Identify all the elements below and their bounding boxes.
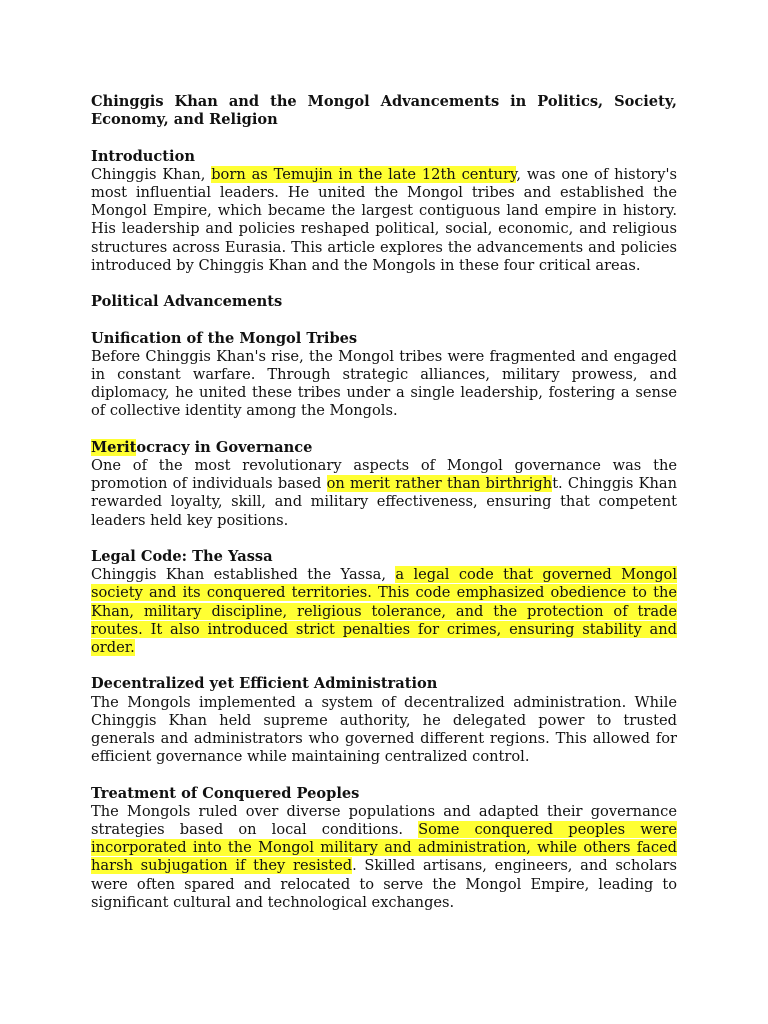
paragraph-administration: The Mongols implemented a system of decentralized administration. While Chinggis Khan held supreme authority, he delegated power to trusted generals and administrators who governed different regions. This allowed for efficient governance while maintaining centralized control. [91, 693, 677, 766]
document-title: Chinggis Khan and the Mongol Advancements in Politics, Society, Economy, and Religion [91, 93, 677, 129]
paragraph-introduction [91, 166, 677, 275]
subheading-administration: Decentralized yet Efficient Administration [91, 675, 438, 693]
document-page [91, 93, 677, 930]
paragraph-text: , was one of history's most influential leaders. He united the Mongol tribes and established the Mongol Empire, which became the largest contiguous land empire in history. His leadership and policies reshaped political, social, economic, and religious structures across Eurasia. This article explores the advancements and policies introduced by Chinggis Khan and the Mongols in these four critical areas. [91, 165, 677, 274]
subheading-yassa: Legal Code: The Yassa [91, 548, 273, 565]
subheading-conquered-peoples: Treatment of Conquered Peoples [91, 784, 360, 802]
highlighted-text: born as Temujin in the late 12th century [211, 165, 517, 183]
paragraph-meritocracy [91, 457, 677, 530]
section-heading-political: Political Advancements [91, 293, 283, 311]
paragraph-text: Chinggis Khan established the Yassa, [91, 566, 396, 584]
paragraph-text: Chinggis Khan, [91, 165, 212, 183]
paragraph-text: The Mongols ruled over diverse populations and adapted their governance strategies based on local conditions. [91, 802, 677, 839]
paragraph-yassa [91, 566, 677, 657]
paragraph-text: t. Chinggis Khan rewarded loyalty, skill, and military effectiveness, ensuring that competent leaders held key positions. [91, 475, 677, 529]
paragraph-text: One of the most revolutionary aspects of Mongol governance was the promotion of individuals based [91, 457, 677, 493]
highlighted-text: Merit [91, 438, 137, 456]
highlighted-text: Some conquered peoples were incorporated into the Mongol military and administration, while others faced harsh subjugation if they resisted [91, 821, 677, 875]
paragraph-conquered-peoples [91, 803, 677, 912]
subheading-unification: Unification of the Mongol Tribes [91, 329, 358, 347]
subheading-meritocracy [91, 439, 677, 457]
section-heading-introduction: Introduction [91, 147, 195, 165]
highlighted-text: on merit rather than birthrigh [326, 475, 553, 493]
paragraph-text: . Skilled artisans, engineers, and scholars were often spared and relocated to serve the Mongol Empire, leading to significant cultural and technological exchanges. [91, 857, 678, 911]
paragraph-unification: Before Chinggis Khan's rise, the Mongol tribes were fragmented and engaged in constant warfare. Through strategic alliances, military prowess, and diplomacy, he united these tribes under a single leadership, fostering a sense of collective identity among the Mongols. [91, 347, 677, 420]
heading-text: ocracy in Governance [136, 438, 313, 456]
highlighted-text: a legal code that governed Mongol society and its conquered territories. This code emphasized obedience to the Khan, military discipline, religious tolerance, and the protection of trade routes. It also introduced strict penalties for crimes, ensuring stability and order. [91, 566, 677, 657]
